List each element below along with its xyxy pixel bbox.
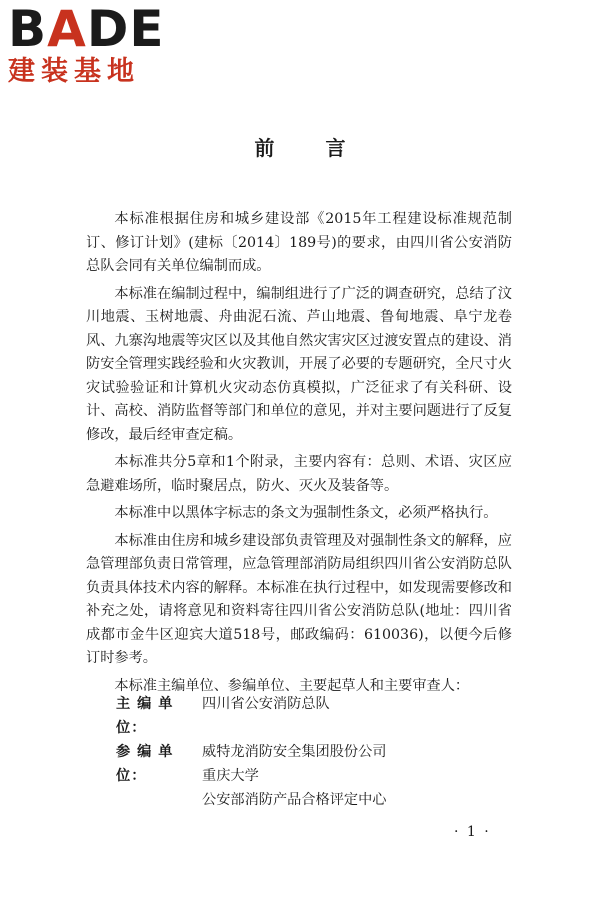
- logo: [8, 0, 178, 94]
- participating-unit: 威特龙消防安全集团股份公司: [202, 744, 387, 760]
- paragraph-3: 本标准共分5章和1个附录，主要内容有：总则、术语、灾区应急避难场所，临时聚居点，防火、灭火及装备等。: [86, 454, 512, 494]
- page-number: · 1 ·: [454, 824, 491, 840]
- logo-wordmark: BADE: [8, 0, 165, 58]
- participating-unit-label: 参 编 单 位：: [116, 744, 174, 784]
- participating-unit-row: [116, 740, 386, 812]
- body-text: [86, 208, 512, 702]
- chief-unit-row: [116, 692, 386, 740]
- participating-unit: 公安部消防产品合格评定中心: [202, 792, 387, 808]
- participating-unit: 重庆大学: [202, 768, 259, 784]
- participating-unit-list: [202, 740, 386, 812]
- chief-unit-value: 四川省公安消防总队: [202, 696, 330, 712]
- paragraph-2: 本标准在编制过程中，编制组进行了广泛的调查研究，总结了汶川地震、玉树地震、舟曲泥石流、芦山地震、鲁甸地震、阜宁龙卷风、九寨沟地震等灾区以及其他自然灾害灾区过渡安置点的建设、消防安全管理实践经验和火灾教训，开展了必要的专题研究，全尺寸火灾试验验证和计算机火灾动态仿真模拟，广泛征求了有关科研、设计、高校、消防监督等部门和单位的意见，并对主要问题进行了反复修改，最后经审查定稿。: [86, 285, 512, 443]
- paragraph-5: 本标准由住房和城乡建设部负责管理及对强制性条文的解释，应急管理部负责日常管理，应急管理部消防局组织四川省公安消防总队负责具体技术内容的解释。本标准在执行过程中，如发现需要修改和补充之处，请将意见和资料寄往四川省公安消防总队(地址：四川省成都市金牛区迎宾大道518号，邮政编码：610036)，以便今后修订时参考。: [86, 532, 512, 666]
- paragraph-4: 本标准中以黑体字标志的条文为强制性条文，必须严格执行。: [114, 505, 498, 521]
- paragraph-1: 本标准根据住房和城乡建设部《2015年工程建设标准规范制订、修订计划》(建标〔2014〕189号)的要求，由四川省公安消防总队会同有关单位编制而成。: [86, 211, 512, 274]
- chief-unit-label: 主 编 单 位：: [116, 696, 174, 736]
- units-section: [116, 692, 386, 812]
- logo-subtitle: 建装基地: [8, 56, 140, 87]
- paragraph-6: 本标准主编单位、参编单位、主要起草人和主要审查人：: [114, 677, 470, 694]
- page-title: 前 言: [254, 136, 368, 160]
